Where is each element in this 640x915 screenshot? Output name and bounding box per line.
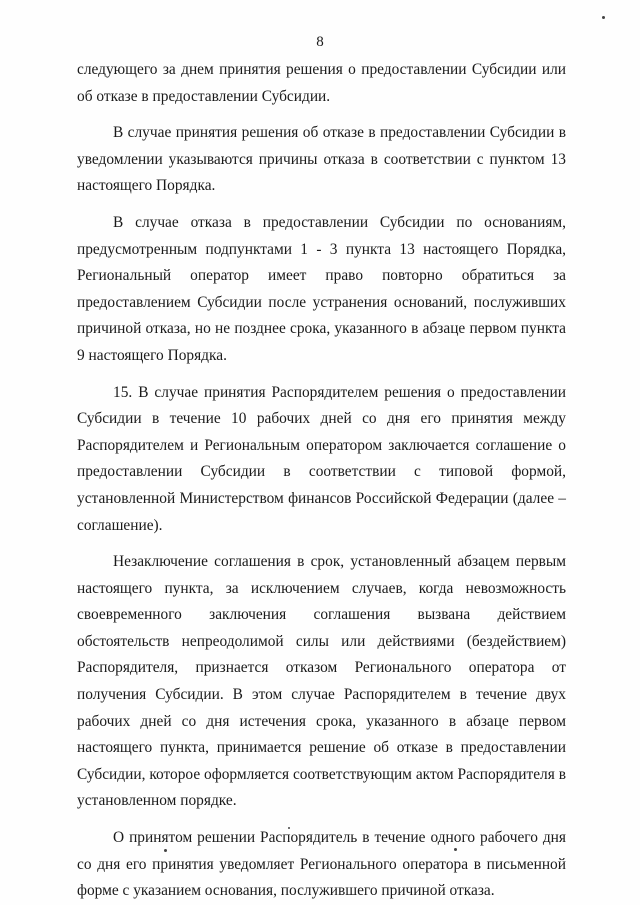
paragraph-6: О принятом решении Распорядитель в течение одного рабочего дня со дня его принятия уведомляет Регионального оператора в письменной форме с указанием основания, послужившего причиной отказа. xyxy=(77,829,566,900)
page-number: 8 xyxy=(316,34,324,50)
scan-speck xyxy=(288,827,290,829)
scan-speck xyxy=(454,848,457,851)
scan-speck xyxy=(602,16,605,19)
paragraph-5: Незаключение соглашения в срок, установленный абзацем первым настоящего пункта, за исключением случаев, когда невозможность своевременного заключения соглашения вызвана действием обстоятельств непреодолимой силы или действиями (бездействием) Распорядителя, признается отказом Регионального оператора от получения Субсидии. В этом случае Распорядителем в течение двух рабочих дней со дня истечения срока, указанного в абзаце первом настоящего пункта, принимается решение об отказе в предоставлении Субсидии, которое оформляется соответствующим актом Распорядителя в установленном порядке. xyxy=(77,553,566,810)
document-body xyxy=(77,57,566,915)
paragraph-2: В случае принятия решения об отказе в предоставлении Субсидии в уведомлении указываются причины отказа в соответствии с пунктом 13 настоящего Порядка. xyxy=(77,124,566,195)
paragraph-1: следующего за днем принятия решения о предоставлении Субсидии или об отказе в предоставлении Субсидии. xyxy=(77,61,566,105)
scan-speck xyxy=(164,849,167,852)
paragraph-3: В случае отказа в предоставлении Субсидии по основаниям, предусмотренным подпунктами 1 - 3 пункта 13 настоящего Порядка, Региональный оператор имеет право повторно обратиться за предоставлением Субсидии после устранения оснований, послуживших причиной отказа, но не позднее срока, указанного в абзаце первом пункта 9 настоящего Порядка. xyxy=(77,213,566,364)
paragraph-4: 15. В случае принятия Распорядителем решения о предоставлении Субсидии в течение 10 рабочих дней со дня его принятия между Распорядителем и Региональным оператором заключается соглашение о предоставлении Субсидии в соответствии с типовой формой, установленной Министерством финансов Российской Федерации (далее – соглашение). xyxy=(77,383,566,534)
